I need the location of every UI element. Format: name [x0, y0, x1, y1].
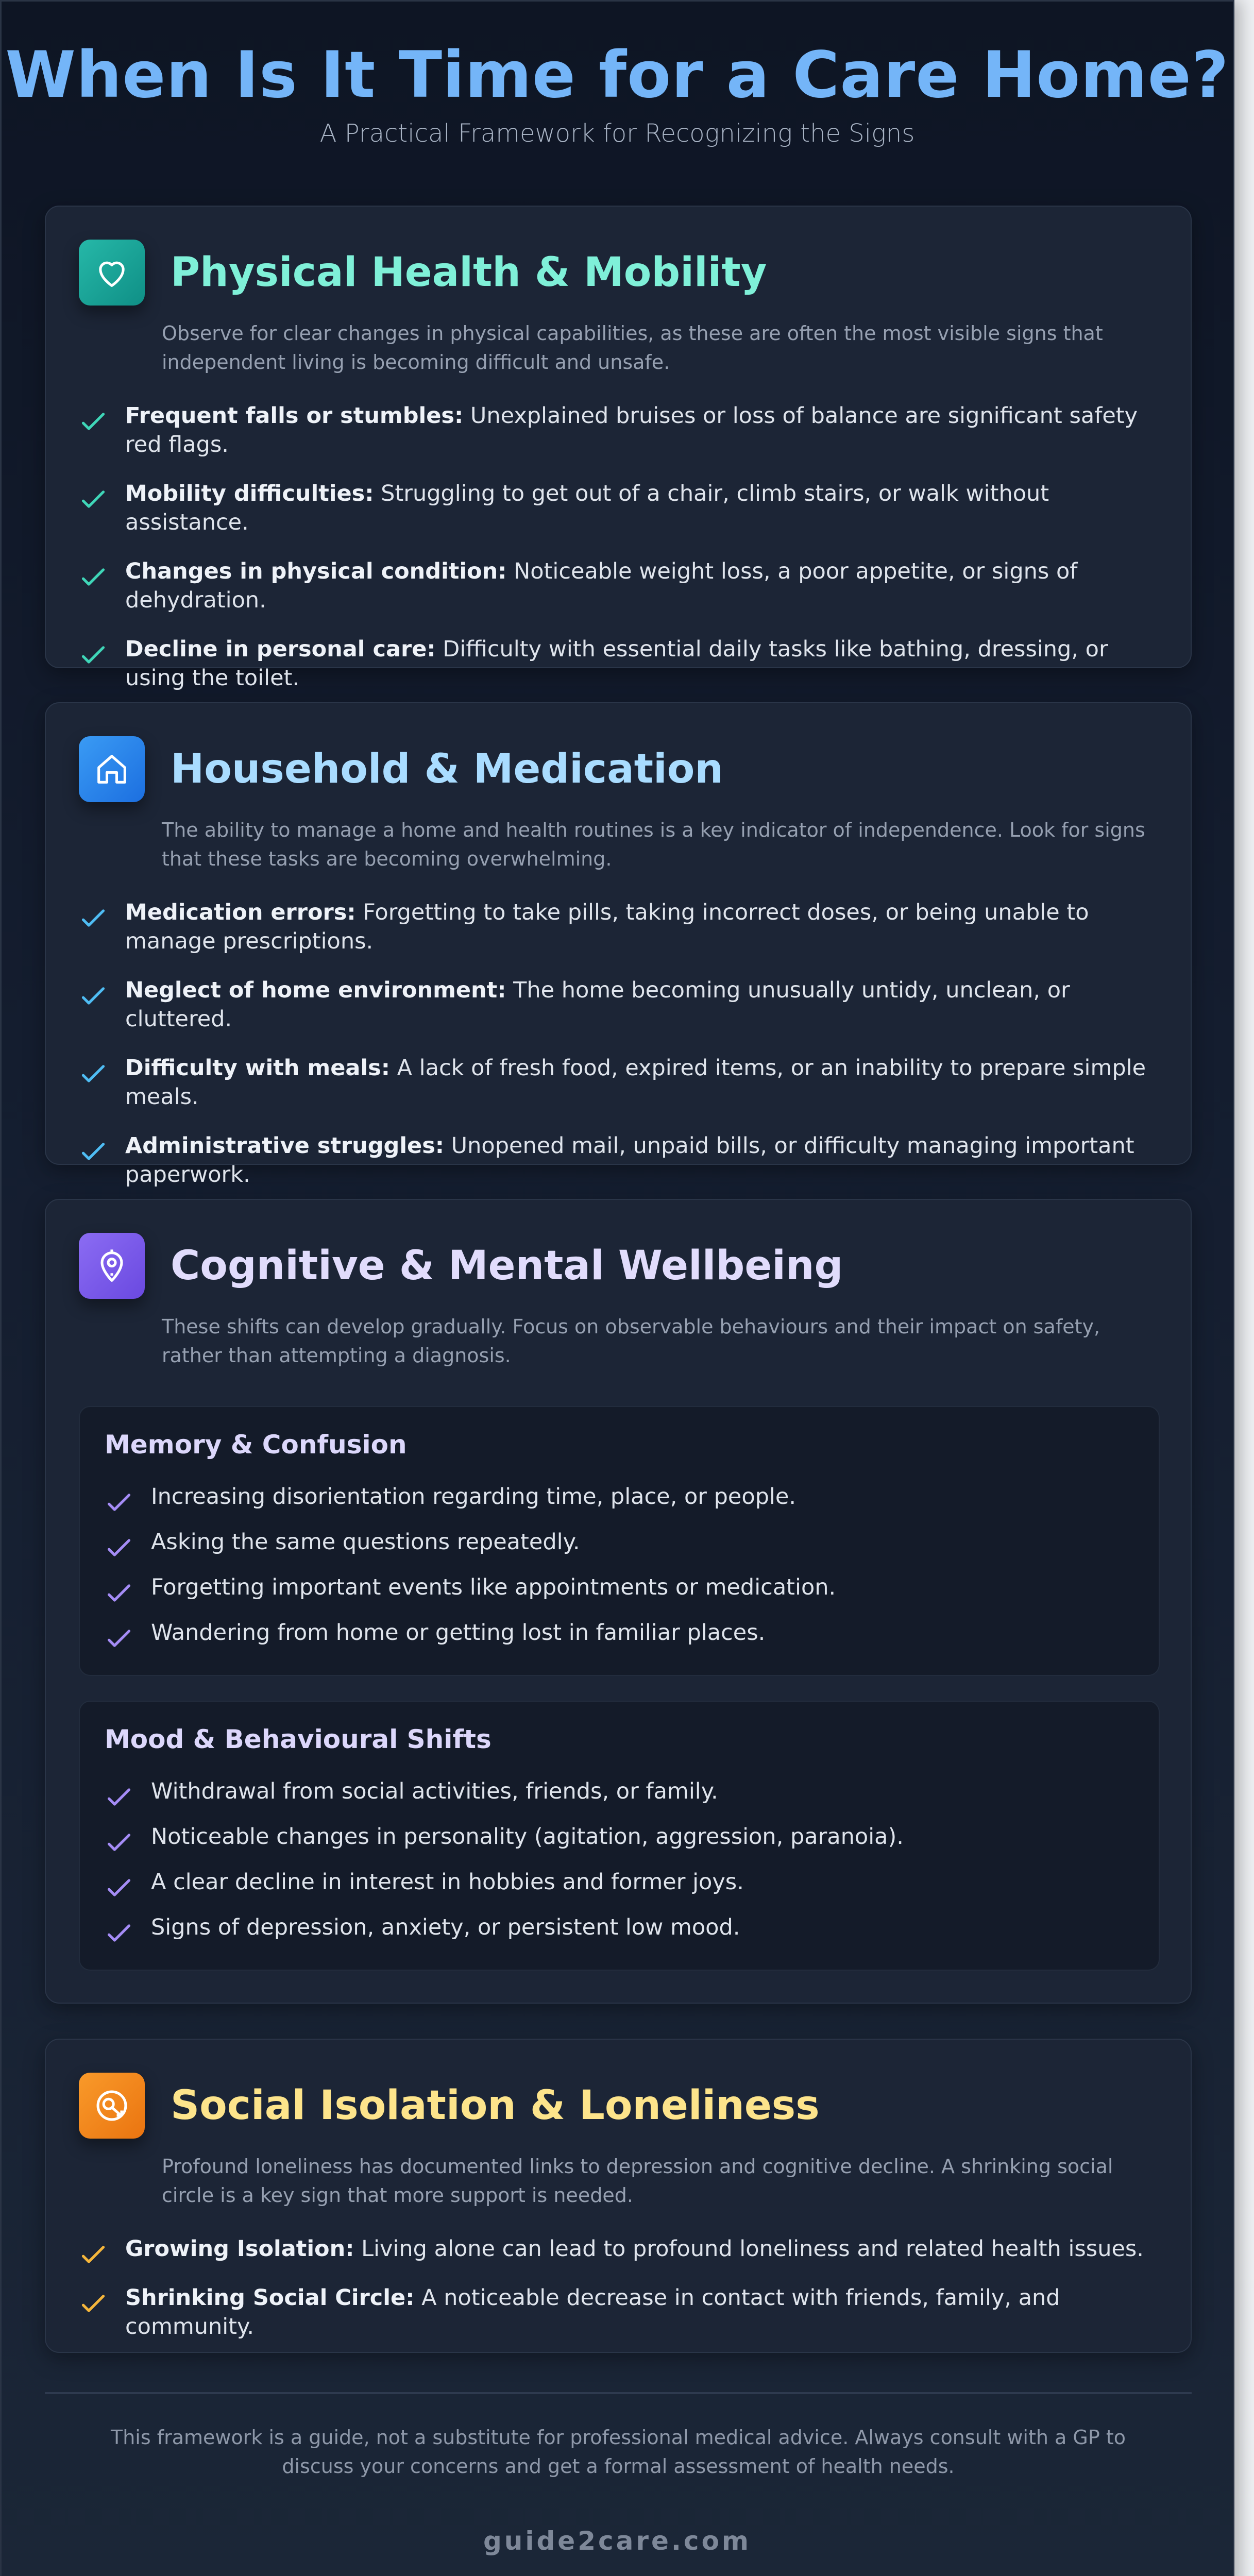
list-item: Medication errors: Forgetting to take pills, taking incorrect doses, or being unable to manage prescriptions. [79, 898, 1150, 956]
list-item: Signs of depression, anxiety, or persistent low mood. [105, 1913, 1125, 1942]
check-icon [105, 1784, 133, 1811]
check-icon [79, 1061, 108, 1088]
check-icon [105, 1829, 133, 1856]
list-item: Administrative struggles: Unopened mail, unpaid bills, or difficulty managing important paperwork. [79, 1131, 1150, 1189]
list-item: Changes in physical condition: Noticeable weight loss, a poor appetite, or signs of dehydration. [79, 557, 1150, 615]
list-item: Withdrawal from social activities, friends, or family. [105, 1777, 1125, 1806]
checklist [79, 401, 1150, 713]
checklist [79, 2234, 1150, 2361]
list-item: Forgetting important events like appointments or medication. [105, 1573, 1125, 1602]
list-item: Increasing disorientation regarding time, place, or people. [105, 1482, 1125, 1511]
subsection-title: Memory & Confusion [105, 1430, 407, 1460]
check-icon [79, 983, 108, 1010]
checklist [79, 898, 1150, 1209]
section-description: The ability to manage a home and health routines is a key indicator of independence. Look for signs that these tasks are becoming overwhelming. [162, 819, 1145, 870]
card-cognitive-wellbeing [45, 1199, 1192, 2004]
list-item: A clear decline in interest in hobbies and former joys. [105, 1868, 1125, 1896]
checklist [105, 1482, 1125, 1664]
check-icon [79, 2242, 108, 2268]
brain-icon [79, 1233, 145, 1299]
checklist [105, 1777, 1125, 1958]
check-icon [105, 1489, 133, 1516]
list-item: Noticeable changes in personality (agitation, aggression, paranoia). [105, 1822, 1125, 1851]
page-title: When Is It Time for a Care Home? [5, 38, 1229, 112]
footer-divider [45, 2392, 1192, 2394]
home-icon [79, 736, 145, 802]
mood-behaviour-panel [79, 1701, 1160, 1971]
check-icon [79, 2291, 108, 2317]
section-title: Social Isolation & Loneliness [171, 2082, 820, 2129]
check-icon [105, 1920, 133, 1947]
section-description: Profound loneliness has documented links to depression and cognitive decline. A shrinking social circle is a key sign that more support is needed. [162, 2155, 1113, 2207]
subsection-title: Mood & Behavioural Shifts [105, 1724, 492, 1754]
card-physical-health [45, 206, 1192, 691]
check-icon [79, 564, 108, 591]
list-item: Decline in personal care: Difficulty with essential daily tasks like bathing, dressing, or using the toilet. [79, 635, 1150, 692]
brand-link[interactable]: guide2care.com [483, 2526, 752, 2556]
list-item: Shrinking Social Circle: A noticeable decrease in contact with friends, family, and community. [79, 2283, 1150, 2341]
heart-icon [79, 240, 145, 306]
list-item: Neglect of home environment: The home becoming unusually untidy, unclean, or cluttered. [79, 976, 1150, 1033]
check-icon [79, 1139, 108, 1165]
check-icon [105, 1535, 133, 1562]
list-item: Wandering from home or getting lost in familiar places. [105, 1618, 1125, 1647]
check-icon [79, 409, 108, 435]
check-icon [79, 905, 108, 932]
card-social-isolation [45, 2039, 1192, 2353]
social-icon [79, 2073, 145, 2139]
section-title: Physical Health & Mobility [171, 249, 767, 296]
check-icon [105, 1875, 133, 1902]
list-item: Frequent falls or stumbles: Unexplained bruises or loss of balance are significant safety red flags. [79, 401, 1150, 459]
check-icon [105, 1625, 133, 1652]
section-title: Household & Medication [171, 746, 723, 792]
check-icon [105, 1580, 133, 1607]
page-subtitle: A Practical Framework for Recognizing the Signs [319, 119, 915, 148]
disclaimer-note: This framework is a guide, not a substitute for professional medical advice. Always consult with a GP to discuss your concerns and get a formal assessment of health needs. [111, 2426, 1126, 2478]
section-title: Cognitive & Mental Wellbeing [171, 1243, 843, 1289]
section-description: These shifts can develop gradually. Focus on observable behaviours and their impact on safety, rather than attempting a diagnosis. [162, 1315, 1100, 1367]
card-household-medication [45, 702, 1192, 1188]
check-icon [79, 486, 108, 513]
list-item: Mobility difficulties: Struggling to get out of a chair, climb stairs, or walk without assistance. [79, 479, 1150, 537]
check-icon [79, 642, 108, 669]
memory-confusion-panel [79, 1406, 1160, 1676]
list-item: Growing Isolation: Living alone can lead to profound loneliness and related health issues. [79, 2234, 1150, 2263]
list-item: Difficulty with meals: A lack of fresh food, expired items, or an inability to prepare simple meals. [79, 1054, 1150, 1111]
section-description: Observe for clear changes in physical capabilities, as these are often the most visible signs that independent living is becoming difficult and unsafe. [162, 322, 1103, 374]
list-item: Asking the same questions repeatedly. [105, 1528, 1125, 1556]
